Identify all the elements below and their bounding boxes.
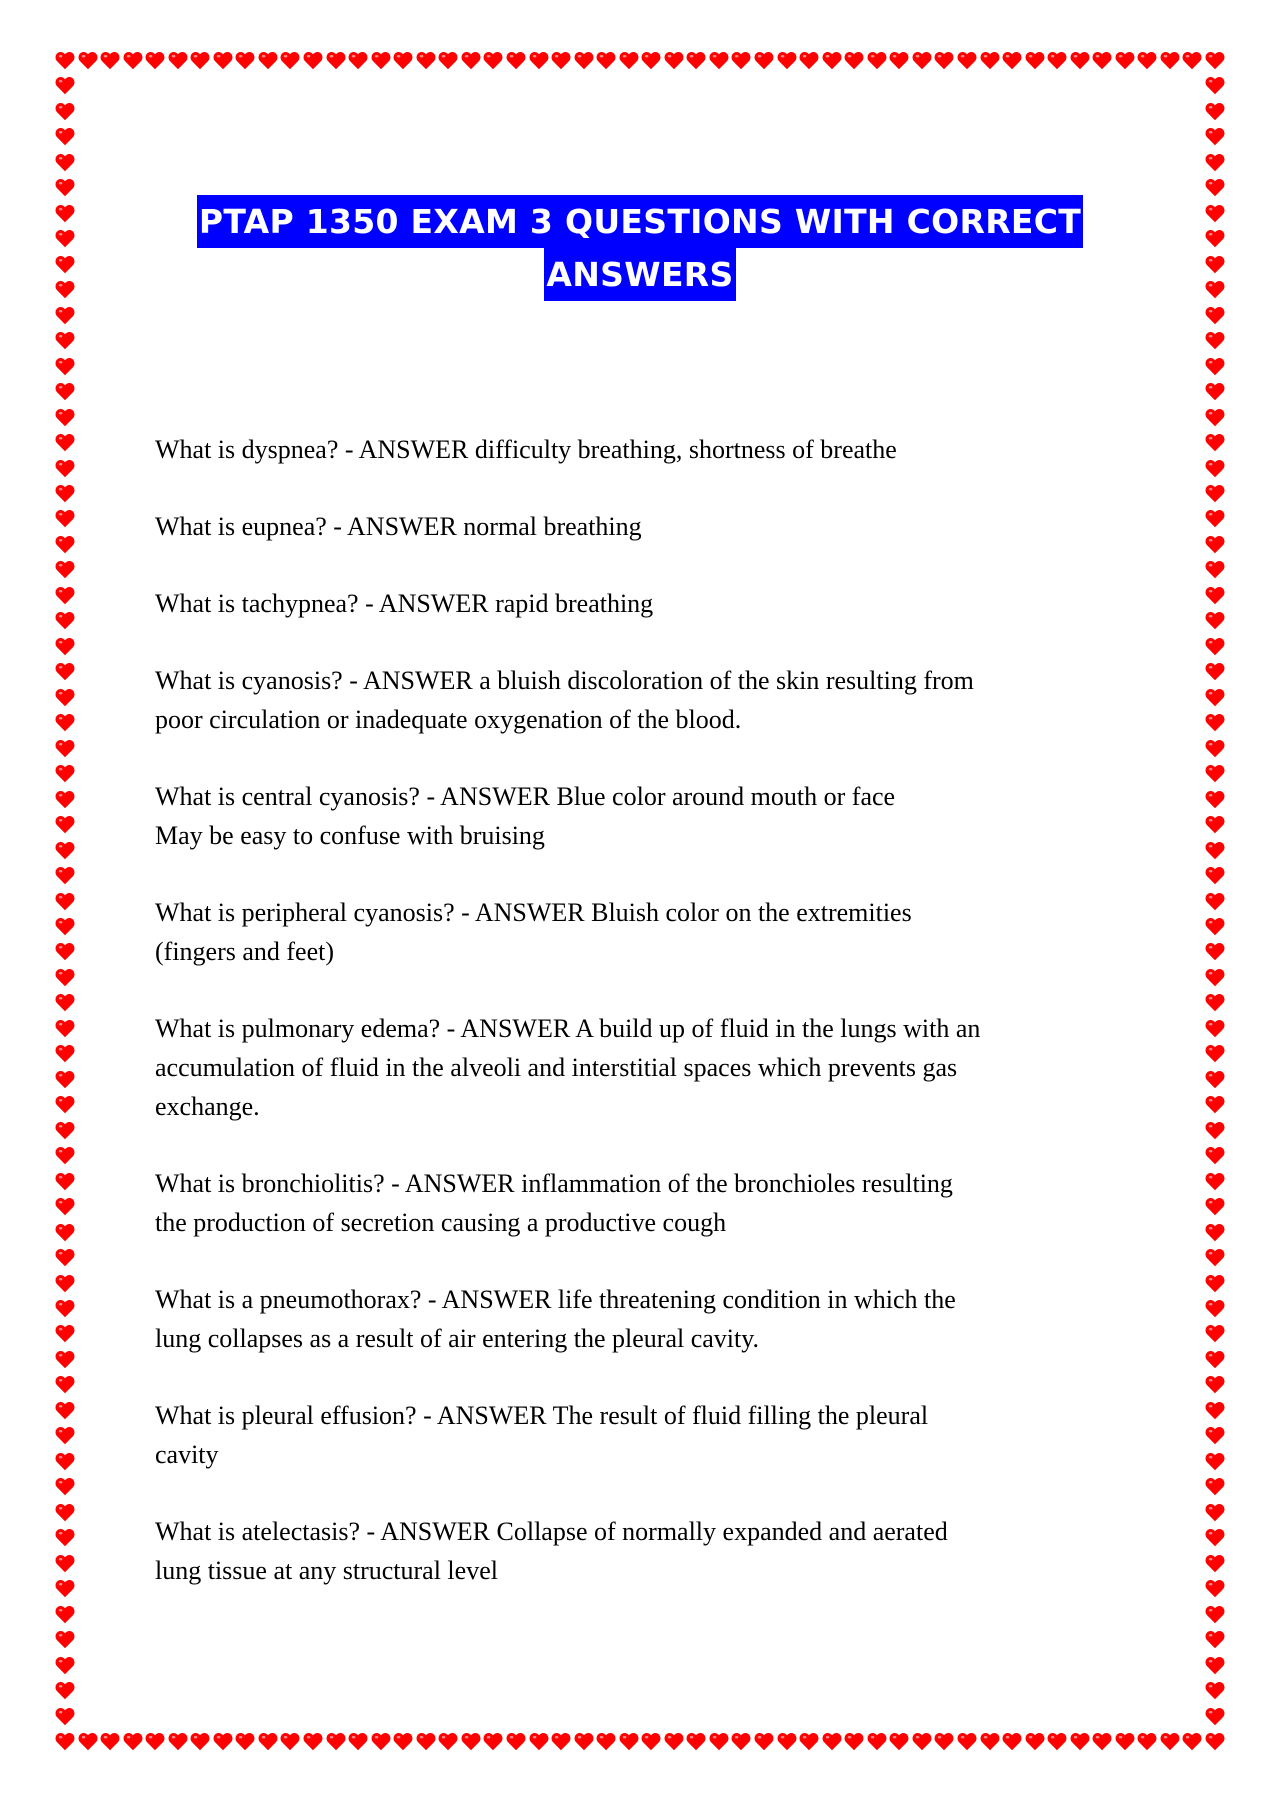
heart-icon bbox=[1205, 204, 1225, 223]
heart-icon bbox=[1205, 484, 1225, 503]
heart-icon bbox=[957, 1732, 977, 1751]
heart-icon bbox=[55, 1197, 75, 1216]
heart-icon bbox=[55, 509, 75, 528]
heart-icon bbox=[55, 739, 75, 758]
heart-icon bbox=[709, 1732, 729, 1751]
heart-icon bbox=[55, 229, 75, 248]
qa-item: What is eupnea? - ANSWER normal breathing bbox=[155, 512, 642, 541]
heart-icon bbox=[934, 51, 954, 70]
heart-icon bbox=[1205, 280, 1225, 299]
heart-icon bbox=[799, 1732, 819, 1751]
heart-icon bbox=[889, 51, 909, 70]
heart-icon bbox=[280, 1732, 300, 1751]
heart-icon bbox=[55, 993, 75, 1012]
heart-icon bbox=[1070, 51, 1090, 70]
heart-icon bbox=[686, 1732, 706, 1751]
heart-icon bbox=[1205, 866, 1225, 885]
heart-icon bbox=[55, 713, 75, 732]
heart-icon bbox=[145, 1732, 165, 1751]
heart-icon bbox=[438, 51, 458, 70]
heart-icon bbox=[168, 51, 188, 70]
heart-icon bbox=[393, 1732, 413, 1751]
heart-icon bbox=[1047, 51, 1067, 70]
heart-icon bbox=[1205, 917, 1225, 936]
heart-icon bbox=[619, 1732, 639, 1751]
heart-icon bbox=[1205, 713, 1225, 732]
heart-icon bbox=[78, 1732, 98, 1751]
qa-item: What is bronchiolitis? - ANSWER inflammation of the bronchioles resulting the production of secretion causing a productive cough bbox=[155, 1169, 953, 1237]
heart-icon bbox=[213, 1732, 233, 1751]
heart-icon bbox=[551, 51, 571, 70]
heart-icon bbox=[574, 1732, 594, 1751]
heart-icon bbox=[1205, 1401, 1225, 1420]
heart-icon bbox=[55, 408, 75, 427]
heart-icon bbox=[55, 255, 75, 274]
heart-icon bbox=[55, 1452, 75, 1471]
heart-icon bbox=[145, 51, 165, 70]
heart-icon bbox=[55, 280, 75, 299]
heart-icon bbox=[1205, 1172, 1225, 1191]
heart-icon bbox=[1205, 1681, 1225, 1700]
heart-icon bbox=[258, 1732, 278, 1751]
heart-icon bbox=[55, 942, 75, 961]
heart-icon bbox=[100, 51, 120, 70]
heart-icon bbox=[55, 1223, 75, 1242]
heart-icon bbox=[1160, 51, 1180, 70]
heart-icon bbox=[55, 1121, 75, 1140]
heart-icon bbox=[529, 1732, 549, 1751]
heart-icon bbox=[934, 1732, 954, 1751]
heart-icon bbox=[731, 51, 751, 70]
heart-icon bbox=[190, 51, 210, 70]
heart-icon bbox=[1205, 1121, 1225, 1140]
heart-icon bbox=[912, 1732, 932, 1751]
heart-icon bbox=[123, 51, 143, 70]
heart-icon bbox=[1205, 306, 1225, 325]
heart-icon bbox=[55, 662, 75, 681]
qa-item: What is a pneumothorax? - ANSWER life threatening condition in which the lung collapses as a result of air entering the pleural cavity. bbox=[155, 1285, 956, 1353]
qa-item: What is central cyanosis? - ANSWER Blue color around mouth or face May be easy to confuse with bruising bbox=[155, 782, 896, 850]
heart-icon bbox=[55, 1274, 75, 1293]
heart-icon bbox=[529, 51, 549, 70]
heart-icon bbox=[55, 459, 75, 478]
heart-icon bbox=[348, 51, 368, 70]
heart-icon bbox=[596, 1732, 616, 1751]
heart-icon bbox=[416, 51, 436, 70]
heart-icon bbox=[641, 51, 661, 70]
heart-icon bbox=[1205, 764, 1225, 783]
heart-icon bbox=[371, 1732, 391, 1751]
heart-icon bbox=[1070, 1732, 1090, 1751]
heart-icon bbox=[641, 1732, 661, 1751]
heart-icon bbox=[912, 51, 932, 70]
heart-icon bbox=[55, 1554, 75, 1573]
heart-icon bbox=[1160, 1732, 1180, 1751]
heart-icon bbox=[55, 306, 75, 325]
heart-icon bbox=[55, 866, 75, 885]
heart-icon bbox=[1205, 1426, 1225, 1445]
heart-icon bbox=[1205, 1350, 1225, 1369]
heart-icon bbox=[326, 1732, 346, 1751]
heart-icon bbox=[1205, 1452, 1225, 1471]
heart-icon bbox=[867, 51, 887, 70]
heart-icon bbox=[1205, 51, 1225, 70]
heart-icon bbox=[235, 1732, 255, 1751]
heart-icon bbox=[731, 1732, 751, 1751]
heart-icon bbox=[980, 1732, 1000, 1751]
heart-icon bbox=[55, 1375, 75, 1394]
heart-icon bbox=[1205, 662, 1225, 681]
heart-icon bbox=[777, 1732, 797, 1751]
qa-item: What is dyspnea? - ANSWER difficulty breathing, shortness of breathe bbox=[155, 435, 897, 464]
heart-icon bbox=[55, 892, 75, 911]
heart-icon bbox=[55, 382, 75, 401]
heart-icon bbox=[1205, 1248, 1225, 1267]
heart-icon bbox=[1205, 1554, 1225, 1573]
heart-icon bbox=[78, 51, 98, 70]
heart-icon bbox=[461, 1732, 481, 1751]
heart-icon bbox=[1205, 611, 1225, 630]
heart-icon bbox=[55, 204, 75, 223]
heart-icon bbox=[55, 153, 75, 172]
heart-icon bbox=[1182, 51, 1202, 70]
heart-icon bbox=[1205, 815, 1225, 834]
heart-icon bbox=[280, 51, 300, 70]
heart-icon bbox=[55, 764, 75, 783]
heart-icon bbox=[483, 51, 503, 70]
heart-icon bbox=[1205, 509, 1225, 528]
heart-icon bbox=[1205, 153, 1225, 172]
heart-icon bbox=[1115, 51, 1135, 70]
heart-icon bbox=[1205, 790, 1225, 809]
heart-icon bbox=[55, 688, 75, 707]
qa-item: What is peripheral cyanosis? - ANSWER Bluish color on the extremities (fingers and feet) bbox=[155, 898, 912, 966]
heart-icon bbox=[1002, 1732, 1022, 1751]
heart-icon bbox=[1205, 1223, 1225, 1242]
heart-icon bbox=[1205, 1656, 1225, 1675]
heart-icon bbox=[190, 1732, 210, 1751]
heart-icon bbox=[754, 1732, 774, 1751]
heart-icon bbox=[1205, 408, 1225, 427]
heart-icon bbox=[55, 127, 75, 146]
heart-icon bbox=[709, 51, 729, 70]
heart-icon bbox=[1205, 1070, 1225, 1089]
heart-icon bbox=[55, 560, 75, 579]
title-line-1: PTAP 1350 EXAM 3 QUESTIONS WITH CORRECT bbox=[197, 195, 1083, 248]
heart-icon bbox=[1205, 1299, 1225, 1318]
heart-icon bbox=[55, 790, 75, 809]
heart-icon bbox=[1205, 1375, 1225, 1394]
qa-item: What is pleural effusion? - ANSWER The result of fluid filling the pleural cavity bbox=[155, 1401, 929, 1469]
heart-icon bbox=[55, 917, 75, 936]
heart-icon bbox=[55, 586, 75, 605]
heart-icon bbox=[1092, 1732, 1112, 1751]
heart-icon bbox=[258, 51, 278, 70]
heart-icon bbox=[55, 1146, 75, 1165]
qa-item: What is atelectasis? - ANSWER Collapse of normally expanded and aerated lung tissue at any structural level bbox=[155, 1517, 948, 1585]
heart-icon bbox=[55, 1299, 75, 1318]
heart-icon bbox=[55, 1044, 75, 1063]
heart-icon bbox=[1205, 76, 1225, 95]
heart-icon bbox=[55, 1477, 75, 1496]
qa-item: What is cyanosis? - ANSWER a bluish discoloration of the skin resulting from poor circulation or inadequate oxygenation of the blood. bbox=[155, 666, 974, 734]
heart-icon bbox=[1137, 51, 1157, 70]
heart-icon bbox=[55, 1605, 75, 1624]
heart-icon bbox=[55, 1095, 75, 1114]
heart-icon bbox=[235, 51, 255, 70]
heart-icon bbox=[55, 357, 75, 376]
title-line-2: ANSWERS bbox=[544, 248, 735, 301]
heart-icon bbox=[55, 76, 75, 95]
heart-icon bbox=[55, 331, 75, 350]
heart-icon bbox=[55, 1426, 75, 1445]
heart-icon bbox=[393, 51, 413, 70]
heart-icon bbox=[55, 178, 75, 197]
heart-icon bbox=[889, 1732, 909, 1751]
heart-icon bbox=[55, 611, 75, 630]
qa-item: What is tachypnea? - ANSWER rapid breathing bbox=[155, 589, 654, 618]
heart-icon bbox=[1205, 1579, 1225, 1598]
heart-icon bbox=[1025, 1732, 1045, 1751]
heart-icon bbox=[822, 1732, 842, 1751]
heart-icon bbox=[100, 1732, 120, 1751]
heart-icon bbox=[55, 1324, 75, 1343]
heart-icon bbox=[799, 51, 819, 70]
heart-icon bbox=[1047, 1732, 1067, 1751]
heart-icon bbox=[55, 1528, 75, 1547]
document-title bbox=[120, 195, 1160, 301]
heart-icon bbox=[55, 1248, 75, 1267]
heart-icon bbox=[168, 1732, 188, 1751]
heart-icon bbox=[55, 1172, 75, 1191]
heart-icon bbox=[1205, 968, 1225, 987]
heart-icon bbox=[483, 1732, 503, 1751]
heart-icon bbox=[303, 51, 323, 70]
heart-icon bbox=[55, 815, 75, 834]
heart-icon bbox=[1205, 1197, 1225, 1216]
heart-icon bbox=[822, 51, 842, 70]
heart-icon bbox=[55, 1630, 75, 1649]
heart-icon bbox=[1205, 586, 1225, 605]
heart-icon bbox=[55, 1350, 75, 1369]
heart-icon bbox=[664, 51, 684, 70]
heart-icon bbox=[55, 102, 75, 121]
qa-item: What is pulmonary edema? - ANSWER A build up of fluid in the lungs with an accumulation of fluid in the alveoli and interstitial spaces which prevents gas exchange. bbox=[155, 1014, 981, 1121]
heart-icon bbox=[1205, 1044, 1225, 1063]
heart-icon bbox=[574, 51, 594, 70]
heart-icon bbox=[438, 1732, 458, 1751]
heart-icon bbox=[55, 1656, 75, 1675]
heart-icon bbox=[55, 1707, 75, 1726]
heart-icon bbox=[371, 51, 391, 70]
heart-icon bbox=[1205, 1503, 1225, 1522]
heart-icon bbox=[1205, 535, 1225, 554]
heart-icon bbox=[1205, 1146, 1225, 1165]
heart-icon bbox=[1205, 1528, 1225, 1547]
heart-icon bbox=[957, 51, 977, 70]
heart-icon bbox=[55, 1732, 75, 1751]
heart-icon bbox=[1205, 739, 1225, 758]
heart-icon bbox=[777, 51, 797, 70]
heart-icon bbox=[55, 1681, 75, 1700]
heart-icon bbox=[55, 1019, 75, 1038]
heart-icon bbox=[664, 1732, 684, 1751]
heart-icon bbox=[55, 968, 75, 987]
heart-icon bbox=[461, 51, 481, 70]
heart-icon bbox=[506, 1732, 526, 1751]
heart-icon bbox=[1205, 993, 1225, 1012]
heart-icon bbox=[1205, 433, 1225, 452]
heart-icon bbox=[1002, 51, 1022, 70]
heart-icon bbox=[596, 51, 616, 70]
heart-icon bbox=[55, 841, 75, 860]
heart-icon bbox=[844, 1732, 864, 1751]
heart-icon bbox=[1205, 637, 1225, 656]
heart-icon bbox=[1205, 459, 1225, 478]
heart-icon bbox=[1205, 1707, 1225, 1726]
heart-icon bbox=[55, 51, 75, 70]
heart-icon bbox=[754, 51, 774, 70]
heart-icon bbox=[1137, 1732, 1157, 1751]
heart-icon bbox=[1205, 892, 1225, 911]
question-answer-list bbox=[155, 430, 1155, 1628]
heart-icon bbox=[1205, 127, 1225, 146]
heart-icon bbox=[1205, 382, 1225, 401]
heart-icon bbox=[1205, 1095, 1225, 1114]
heart-icon bbox=[55, 535, 75, 554]
heart-icon bbox=[1205, 1477, 1225, 1496]
heart-icon bbox=[980, 51, 1000, 70]
heart-icon bbox=[1182, 1732, 1202, 1751]
heart-icon bbox=[123, 1732, 143, 1751]
heart-icon bbox=[303, 1732, 323, 1751]
heart-icon bbox=[1205, 942, 1225, 961]
heart-icon bbox=[1205, 1630, 1225, 1649]
heart-icon bbox=[1025, 51, 1045, 70]
heart-icon bbox=[1205, 255, 1225, 274]
heart-icon bbox=[1092, 51, 1112, 70]
heart-icon bbox=[1205, 1732, 1225, 1751]
heart-icon bbox=[1205, 1019, 1225, 1038]
heart-icon bbox=[844, 51, 864, 70]
heart-icon bbox=[1205, 102, 1225, 121]
heart-icon bbox=[619, 51, 639, 70]
heart-icon bbox=[1205, 331, 1225, 350]
heart-icon bbox=[1205, 1324, 1225, 1343]
heart-icon bbox=[55, 433, 75, 452]
heart-icon bbox=[55, 1070, 75, 1089]
heart-icon bbox=[1205, 229, 1225, 248]
heart-icon bbox=[551, 1732, 571, 1751]
heart-icon bbox=[1205, 841, 1225, 860]
heart-icon bbox=[55, 1401, 75, 1420]
heart-icon bbox=[686, 51, 706, 70]
heart-icon bbox=[416, 1732, 436, 1751]
heart-icon bbox=[1205, 1274, 1225, 1293]
heart-icon bbox=[55, 1503, 75, 1522]
heart-icon bbox=[326, 51, 346, 70]
heart-icon bbox=[348, 1732, 368, 1751]
heart-icon bbox=[867, 1732, 887, 1751]
heart-icon bbox=[1205, 357, 1225, 376]
heart-icon bbox=[55, 1579, 75, 1598]
heart-icon bbox=[1205, 560, 1225, 579]
heart-icon bbox=[55, 637, 75, 656]
heart-icon bbox=[1205, 1605, 1225, 1624]
heart-icon bbox=[1205, 178, 1225, 197]
heart-icon bbox=[1205, 688, 1225, 707]
heart-icon bbox=[1115, 1732, 1135, 1751]
heart-icon bbox=[506, 51, 526, 70]
heart-icon bbox=[213, 51, 233, 70]
heart-icon bbox=[55, 484, 75, 503]
